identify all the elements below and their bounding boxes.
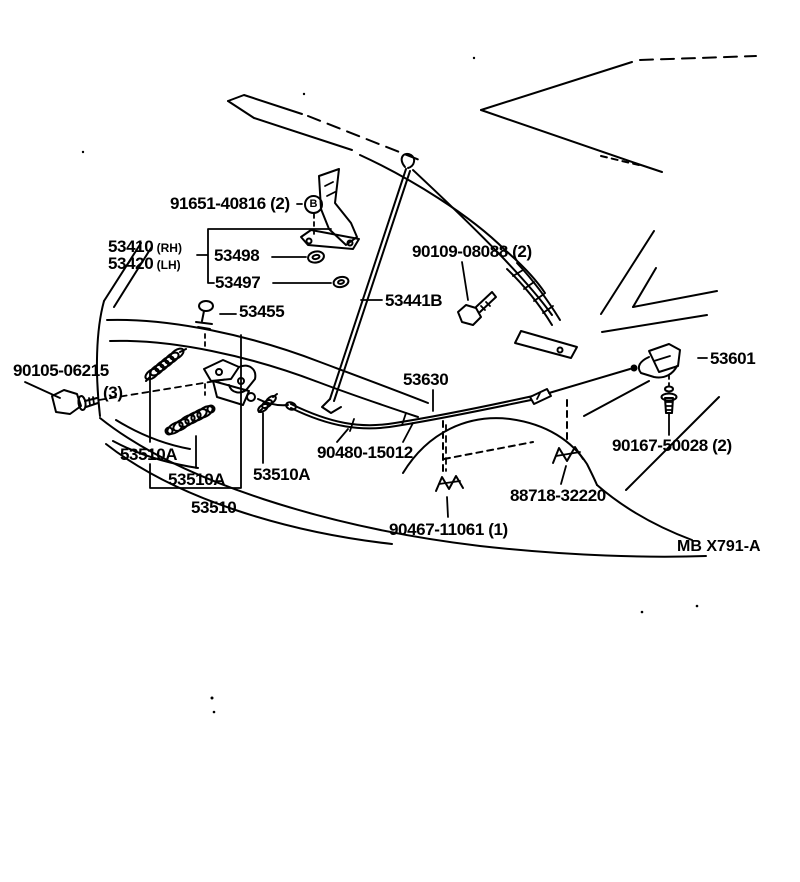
scan-specks	[82, 57, 699, 714]
part-label-90480-15012: 90480-15012	[317, 443, 413, 462]
part-label-53510A-2: 53510A	[168, 470, 226, 489]
release-handle	[639, 344, 680, 377]
part-label-91651-40816: 91651-40816 (2)	[170, 194, 290, 213]
part-label-53630: 53630	[403, 370, 449, 389]
part-label-90109-08088: 90109-08088 (2)	[412, 242, 532, 261]
clip-90467	[436, 476, 463, 491]
grommet-53497	[333, 276, 350, 289]
grommet-53498	[307, 250, 325, 264]
bolt-90109	[458, 292, 496, 325]
clip-88718	[553, 447, 583, 463]
screw-90167	[662, 387, 677, 414]
hood-lock-spring-lower	[165, 404, 214, 437]
part-label-90467-11061: 90467-11061 (1)	[389, 520, 508, 539]
part-label-90105-06215: 90105-06215	[13, 361, 109, 380]
part-label-53510: 53510	[191, 498, 237, 517]
part-label-53497: 53497	[215, 273, 261, 292]
wheel-arch	[403, 400, 597, 485]
b-callout-marker: B	[304, 195, 323, 214]
part-label-53420: 53420 (LH)	[108, 254, 181, 273]
windshield-outline	[481, 56, 756, 172]
part-label-53410: 53410 (RH)	[108, 237, 182, 256]
part-label-53510A-1: 53510A	[120, 445, 178, 464]
part-label-90167-50028: 90167-50028 (2)	[612, 436, 732, 455]
part-label-53601: 53601	[710, 349, 756, 368]
hood-hinge-right	[507, 263, 577, 358]
part-label-90105-qty: (3)	[103, 383, 123, 402]
part-label-53455: 53455	[239, 302, 285, 321]
part-label-53510A-3: 53510A	[253, 465, 311, 484]
figure-code: MB X791-A	[677, 538, 761, 555]
part-label-53498: 53498	[214, 246, 260, 265]
part-label-88718-32220: 88718-32220	[510, 486, 606, 505]
part-label-53441B: 53441B	[385, 291, 443, 310]
bolt-90105	[52, 390, 98, 414]
